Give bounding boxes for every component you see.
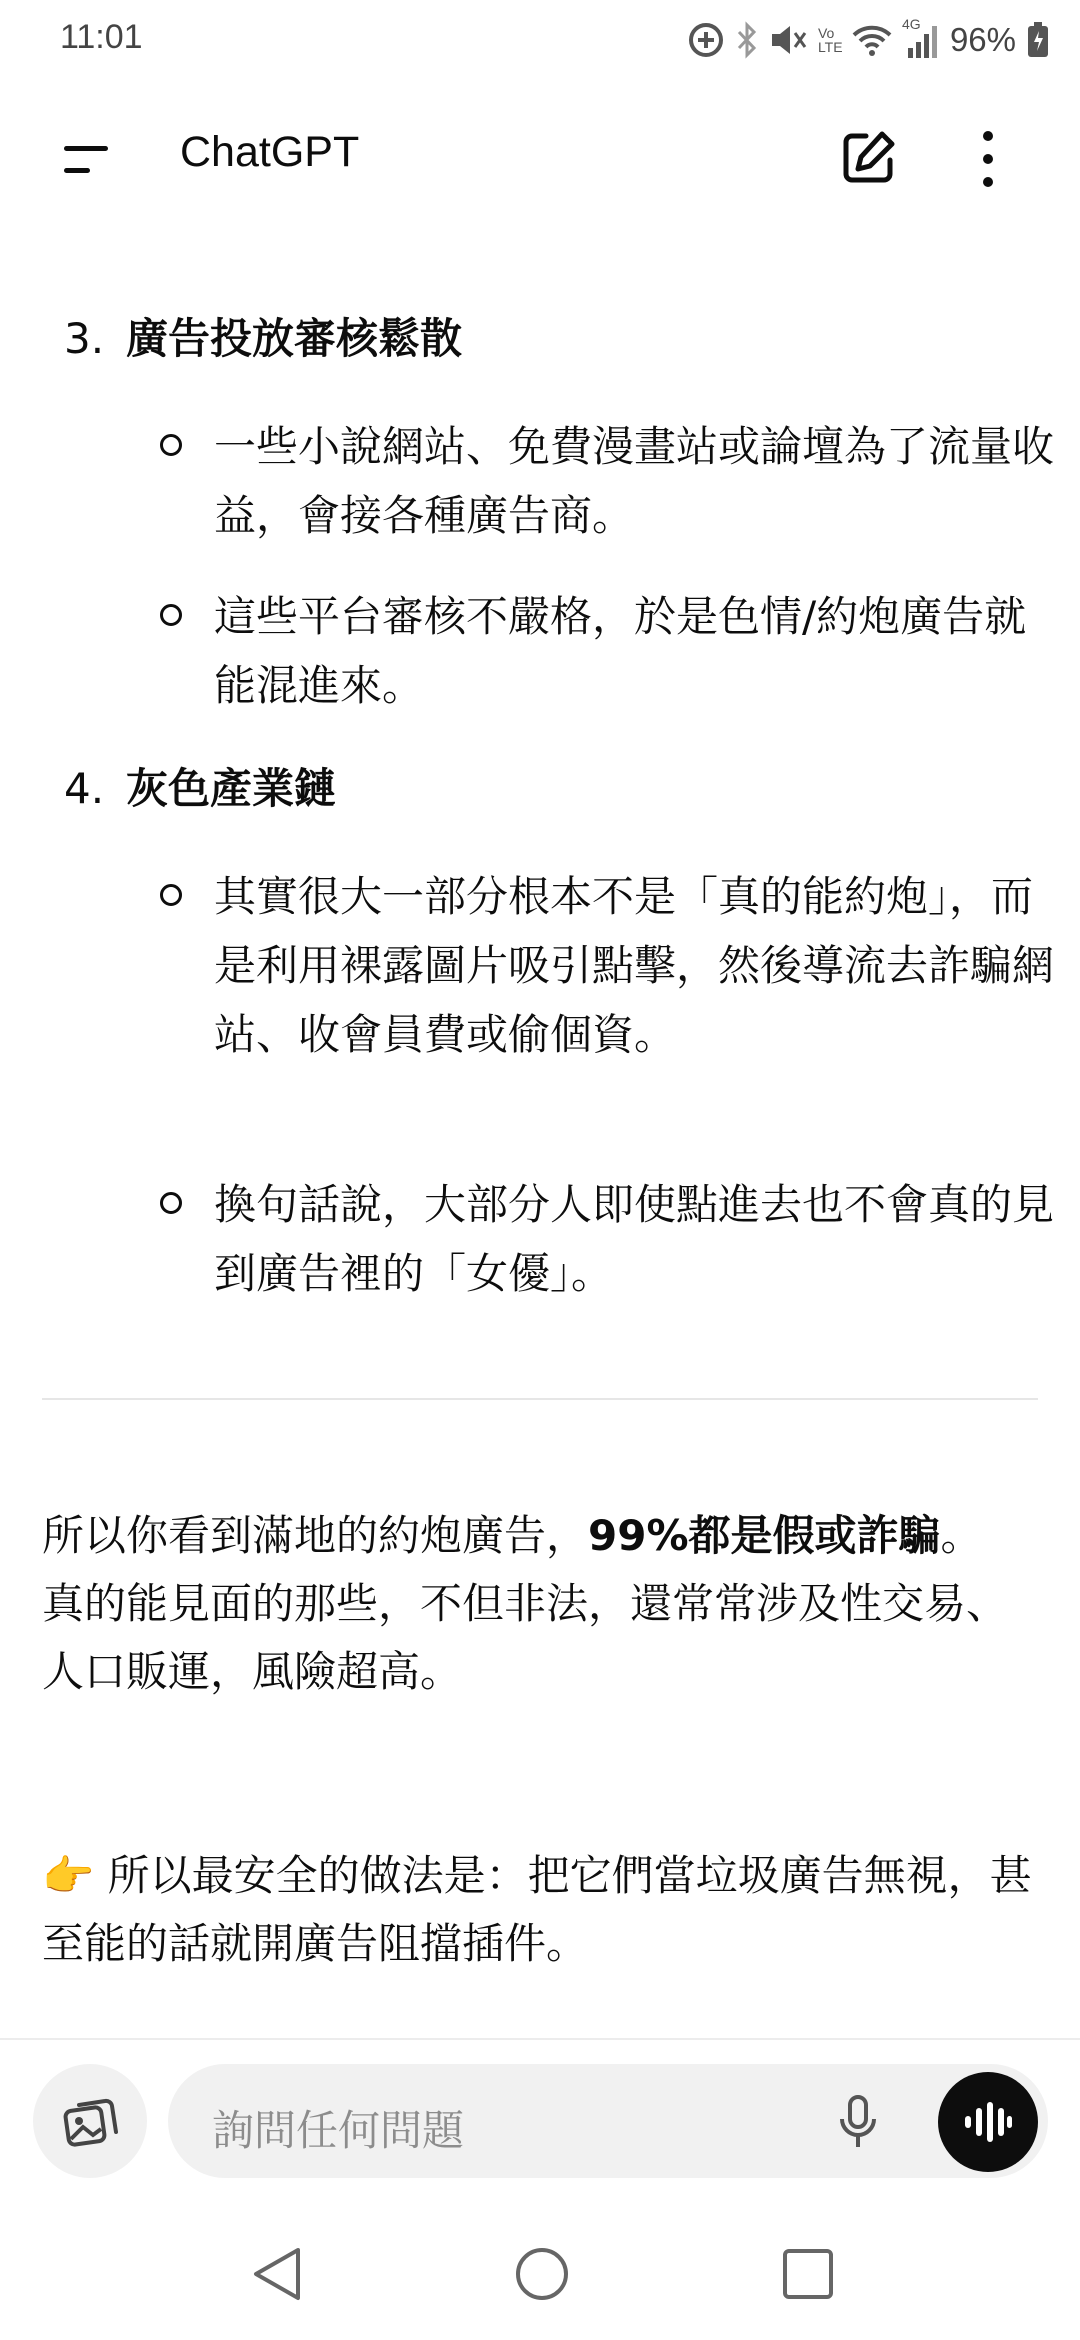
status-icons — [686, 18, 1050, 62]
signal-icon: 4G — [902, 20, 940, 60]
item-title: 灰色產業鏈 — [126, 764, 337, 813]
bullet-icon — [160, 1192, 182, 1214]
app-header — [0, 80, 1080, 240]
menu-icon — [60, 138, 116, 184]
tip-paragraph — [42, 1842, 1042, 1978]
new-chat-button[interactable] — [838, 128, 898, 188]
status-time: 11:01 — [60, 18, 143, 56]
item-number: 3. — [64, 314, 105, 363]
bullet-icon — [160, 434, 182, 456]
status-bar — [0, 0, 1080, 80]
battery-percent: 96% — [949, 21, 1016, 58]
image-attach-icon — [61, 2095, 119, 2147]
page-title: ChatGPT — [180, 128, 360, 176]
chat-message — [0, 200, 1080, 2030]
bullet-text: 這些平台審核不嚴格，於是色情/約炮廣告就能混進來。 — [214, 592, 1027, 710]
nav-home-button[interactable] — [514, 2244, 570, 2308]
message-input[interactable] — [168, 2064, 1048, 2178]
summary-prefix: 所以你看到滿地的約炮廣告， — [42, 1511, 589, 1560]
summary-line2: 真的能見面的那些，不但非法，還常常涉及性交易、人口販運，風險超高。 — [42, 1579, 1009, 1696]
more-options-button[interactable] — [968, 128, 1008, 190]
bullet-icon — [160, 884, 182, 906]
volte-icon: Vo LTE — [817, 25, 843, 55]
bullet-icon — [160, 604, 182, 626]
divider — [42, 1398, 1038, 1400]
nav-recents-icon — [780, 2244, 836, 2304]
mute-icon — [768, 22, 808, 58]
item-title: 廣告投放審核鬆散 — [126, 314, 463, 363]
summary-paragraph — [42, 1502, 1042, 1706]
list-item — [64, 756, 336, 816]
tip-text: 所以最安全的做法是：把它們當垃圾廣告無視，甚至能的話就開廣告阻擋插件。 — [42, 1851, 1032, 1968]
wifi-icon — [852, 23, 892, 57]
mic-button[interactable] — [830, 2094, 886, 2150]
nav-home-icon — [514, 2244, 570, 2304]
menu-button[interactable] — [60, 138, 116, 184]
summary-suffix: 。 — [940, 1511, 983, 1560]
nav-back-button[interactable] — [248, 2244, 304, 2308]
bullet-text: 換句話說，大部分人即使點進去也不會真的見到廣告裡的「女優」。 — [214, 1180, 1055, 1298]
item-number: 4. — [64, 764, 105, 813]
system-nav-bar — [0, 2220, 1080, 2340]
message-input-placeholder: 詢問任何問題 — [212, 2106, 465, 2155]
voice-waveform-icon — [963, 2102, 1013, 2142]
more-vertical-icon — [968, 128, 1008, 190]
data-saver-icon — [686, 20, 726, 60]
nav-recents-button[interactable] — [780, 2244, 836, 2308]
bluetooth-icon — [736, 22, 758, 58]
attach-image-button[interactable] — [33, 2064, 147, 2178]
mic-icon — [838, 2095, 878, 2149]
bullet-text: 一些小說網站、免費漫畫站或論壇為了流量收益，會接各種廣告商。 — [214, 422, 1055, 540]
summary-bold: 99%都是假或詐騙 — [588, 1511, 941, 1560]
nav-back-icon — [248, 2244, 304, 2304]
composer-divider — [0, 2038, 1080, 2040]
pointing-hand-icon: 👉 — [42, 1851, 95, 1900]
bullet-text: 其實很大一部分根本不是「真的能約炮」，而是利用裸露圖片吸引點擊，然後導流去詐騙網站、收會員費或偷個資。 — [214, 872, 1055, 1059]
voice-mode-button[interactable] — [938, 2072, 1038, 2172]
new-chat-icon — [838, 128, 898, 188]
battery-charging-icon — [1026, 21, 1050, 59]
list-item — [64, 306, 462, 366]
